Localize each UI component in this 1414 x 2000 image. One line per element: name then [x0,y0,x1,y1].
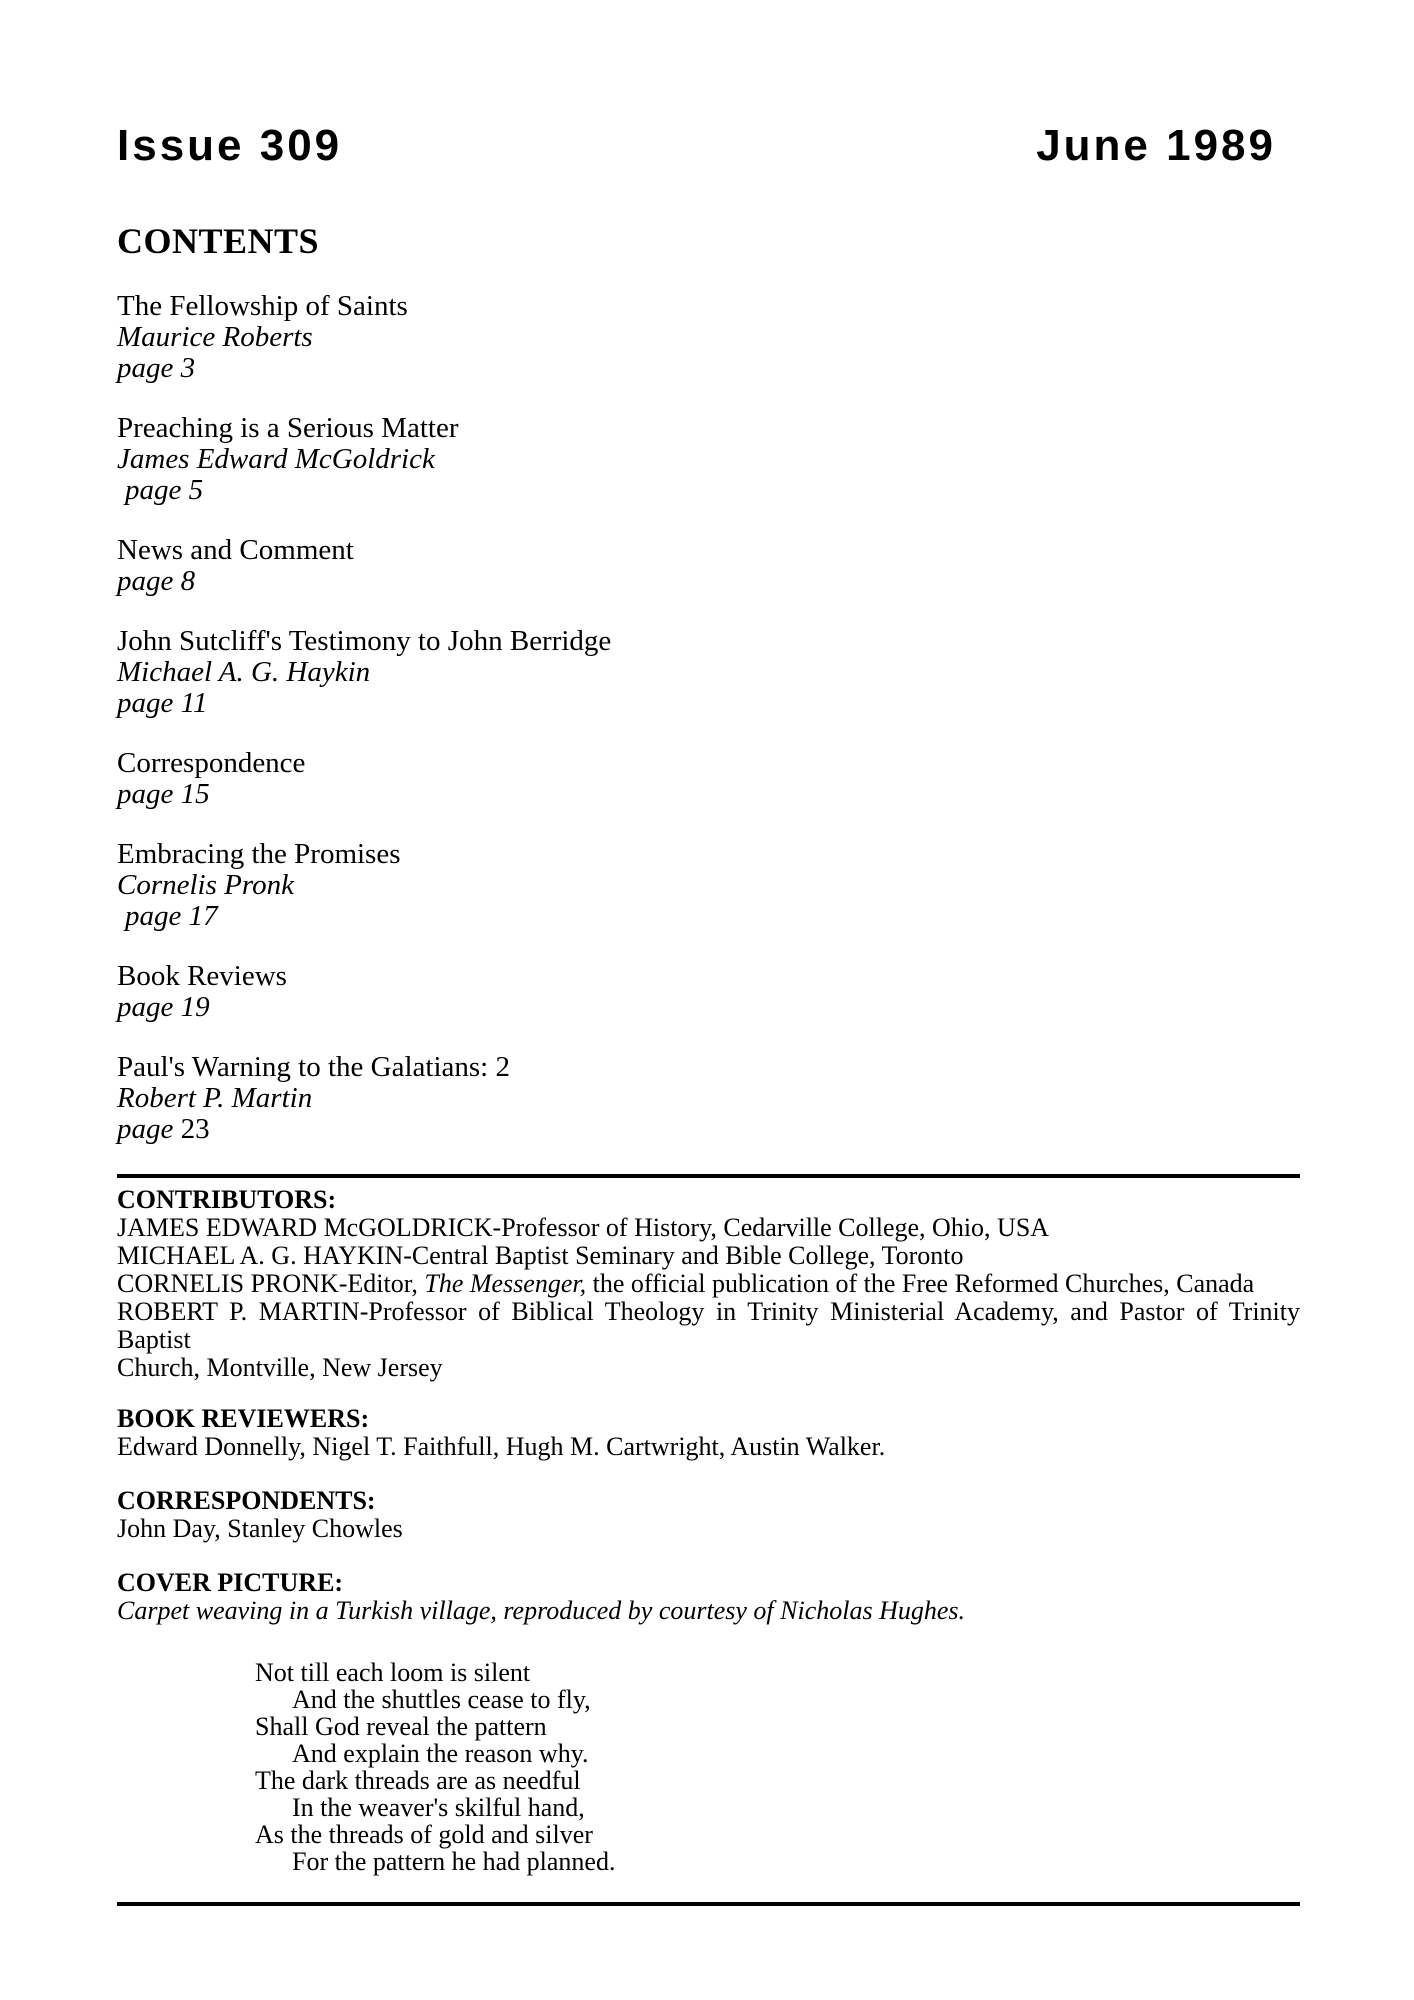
toc-item [117,626,1300,719]
toc-article-author: Maurice Roberts [117,321,313,353]
correspondents-names: John Day, Stanley Chowles [117,1514,403,1543]
toc-article-title: Embracing the Promises [117,838,401,870]
contributor-entry: ROBERT P. MARTIN-Professor of Biblical Theology in Trinity Ministerial Academy, and Pastor of Trinity Baptist [117,1297,1300,1354]
contributor-entry: JAMES EDWARD McGOLDRICK-Professor of History, Cedarville College, Ohio, USA [117,1213,1050,1242]
toc-item [117,291,1300,384]
contributor-entry: MICHAEL A. G. HAYKIN-Central Baptist Seminary and Bible College, Toronto [117,1241,964,1270]
toc-article-page: page 11 [117,687,208,719]
toc-item [117,748,1300,810]
poem-line: Not till each loom is silent [255,1658,531,1687]
publication-title: The Messenger, [424,1269,587,1298]
toc-article-title: Preaching is a Serious Matter [117,412,459,444]
contributor-entry-text: CORNELIS PRONK-Editor, [117,1269,425,1298]
divider-rule-top [117,1174,1300,1178]
book-reviewers-section [117,1405,1300,1461]
toc-article-page: page 15 [117,778,210,810]
toc-article-page [117,1114,1300,1145]
divider-rule-bottom [117,1902,1300,1906]
toc-article-title: Paul's Warning to the Galatians: 2 [117,1051,510,1083]
contents-heading: CONTENTS [117,221,320,261]
toc-item [117,535,1300,597]
toc-item [117,413,1300,506]
toc-article-page: page 3 [117,352,196,384]
toc-item [117,961,1300,1023]
toc-article-page: page 8 [117,565,196,597]
toc-item [117,1052,1300,1145]
toc-page-word: page [117,1113,181,1145]
toc-article-author: Robert P. Martin [117,1082,313,1114]
contributor-entry: Church, Montville, New Jersey [117,1353,443,1382]
issue-number: Issue 309 [117,121,343,170]
poem-line: In the weaver's skilful hand, [292,1793,585,1822]
toc-article-title: Correspondence [117,747,306,779]
contributors-section [117,1186,1300,1382]
poem-line: And the shuttles cease to fly, [292,1685,591,1714]
book-reviewers-heading: BOOK REVIEWERS: [117,1404,370,1433]
masthead [117,0,1300,169]
toc-item [117,839,1300,932]
toc-article-page: page 19 [117,991,210,1023]
contributors-heading: CONTRIBUTORS: [117,1185,337,1214]
toc-article-title: Book Reviews [117,960,287,992]
toc-article-title: John Sutcliff's Testimony to John Berridge [117,625,612,657]
contributor-entry [117,1270,1300,1298]
issue-date: June 1989 [1036,121,1276,170]
correspondents-section [117,1487,1300,1543]
contributor-entry-text: the official publication of the Free Reformed Churches, Canada [586,1269,1255,1298]
table-of-contents [117,291,1300,1145]
poem-line: And explain the reason why. [292,1739,589,1768]
cover-picture-caption: Carpet weaving in a Turkish village, reproduced by courtesy of Nicholas Hughes. [117,1596,966,1625]
toc-article-page: page 5 [125,474,204,506]
toc-article-author: Michael A. G. Haykin [117,656,371,688]
poem-line: The dark threads are as needful [255,1766,581,1795]
poem-line: As the threads of gold and silver [255,1820,593,1849]
toc-article-author: James Edward McGoldrick [117,443,435,475]
poem-line: For the pattern he had planned. [292,1847,616,1876]
book-reviewers-names: Edward Donnelly, Nigel T. Faithfull, Hugh M. Cartwright, Austin Walker. [117,1432,886,1461]
toc-article-title: The Fellowship of Saints [117,290,408,322]
cover-picture-heading: COVER PICTURE: [117,1568,344,1597]
toc-page-number: 23 [180,1113,210,1145]
correspondents-heading: CORRESPONDENTS: [117,1486,376,1515]
toc-article-title: News and Comment [117,534,354,566]
toc-article-author: Cornelis Pronk [117,869,294,901]
toc-article-page: page 17 [125,900,218,932]
cover-picture-section [117,1569,1300,1625]
poem [255,1659,1300,1875]
poem-line: Shall God reveal the pattern [255,1712,547,1741]
